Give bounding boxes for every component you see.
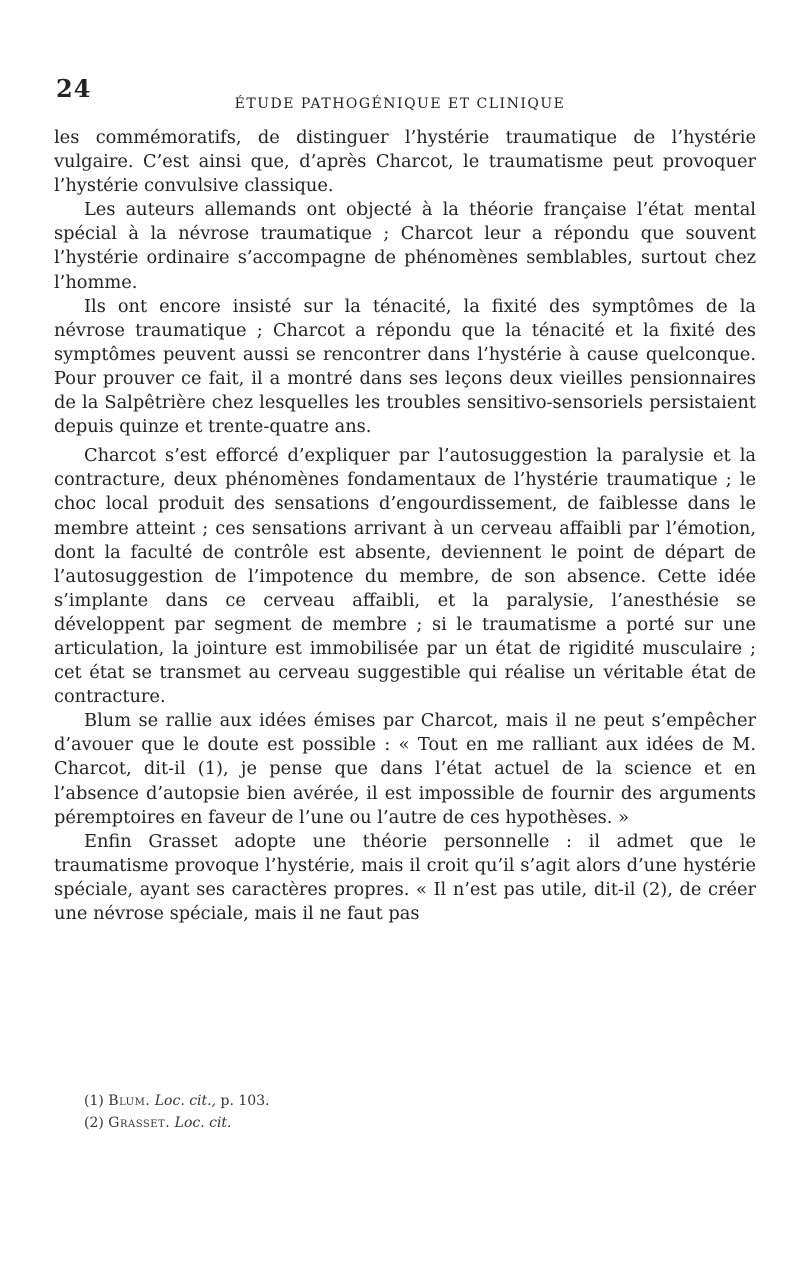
footnote-marker: (2) <box>84 1115 104 1131</box>
page-number: 24 <box>56 74 92 103</box>
paragraph: Ils ont encore insisté sur la ténacité, la fixité des symptômes de la névrose traumatique ; Charcot a répondu que la ténacité et la fixité des symptômes peuvent aussi se rencontrer dans l’hystérie à cause quelconque. Pour prouver ce fait, il a montré dans ses leçons deux vieilles pensionnaires de la Salpêtrière chez lesquelles les troubles sensitivo-sensoriels persistaient depuis quinze et trente-quatre ans. <box>54 295 756 438</box>
running-title: ÉTUDE PATHOGÉNIQUE ET CLINIQUE <box>234 96 566 112</box>
footnote-ref: Loc. cit. <box>174 1115 232 1131</box>
paragraph-continued: les commémoratifs, de distinguer l’hystérie traumatique de l’hystérie vulgaire. C’est ainsi que, d’après Charcot, le traumatisme peut provoquer l’hystérie convulsive classique. <box>54 127 756 197</box>
paragraph: Enfin Grasset adopte une théorie personnelle : il admet que le traumatisme provoque l’hystérie, mais il croit qu’il s’agit alors d’une hystérie spéciale, ayant ses caractères propres. « Il n’est pas utile, dit-il (2), de créer une névrose spéciale, mais il ne faut pas <box>54 830 756 924</box>
footnote <box>84 1112 724 1134</box>
footnote-ref: Loc. cit., <box>154 1093 217 1109</box>
paragraph: Les auteurs allemands ont objecté à la théorie française l’état mental spécial à la névrose traumatique ; Charcot leur a répondu que souvent l’hystérie ordinaire s’accompagne de phénomènes semblables, surtout chez l’homme. <box>54 199 756 293</box>
footnote-author: Grasset. <box>108 1115 171 1131</box>
footnote-marker: (1) <box>84 1093 104 1109</box>
footnote <box>84 1090 724 1112</box>
footnote-page: p. 103. <box>220 1093 270 1109</box>
body-text <box>54 126 756 926</box>
footnotes <box>84 1090 724 1134</box>
paragraph: Blum se rallie aux idées émises par Charcot, mais il ne peut s’empêcher d’avouer que le doute est possible : « Tout en me ralliant aux idées de M. Charcot, dit-il (1), je pense que dans l’état actuel de la science et en l’absence d’autopsie bien avérée, il est impossible de fournir des arguments péremptoires en faveur de l’une ou l’autre de ces hypothèses. » <box>54 710 756 828</box>
footnote-author: Blum. <box>108 1093 151 1109</box>
paragraph: Charcot s’est efforcé d’expliquer par l’autosuggestion la paralysie et la contracture, deux phénomènes fondamentaux de l’hystérie traumatique ; le choc local produit des sensations d’engourdissement, de faiblesse dans le membre atteint ; ces sensations arrivant à un cerveau affaibli par l’émotion, dont la faculté de contrôle est absente, deviennent le point de départ de l’autosuggestion de l’impotence du membre, de son absence. Cette idée s’implante dans ce cerveau affaibli, et la paralysie, l’anesthésie se développent par segment de membre ; si le traumatisme a porté sur une articulation, la jointure est immobilisée par un état de rigidité musculaire ; cet état se transmet au cerveau suggestible qui réalise un véritable état de contracture. <box>54 445 756 708</box>
